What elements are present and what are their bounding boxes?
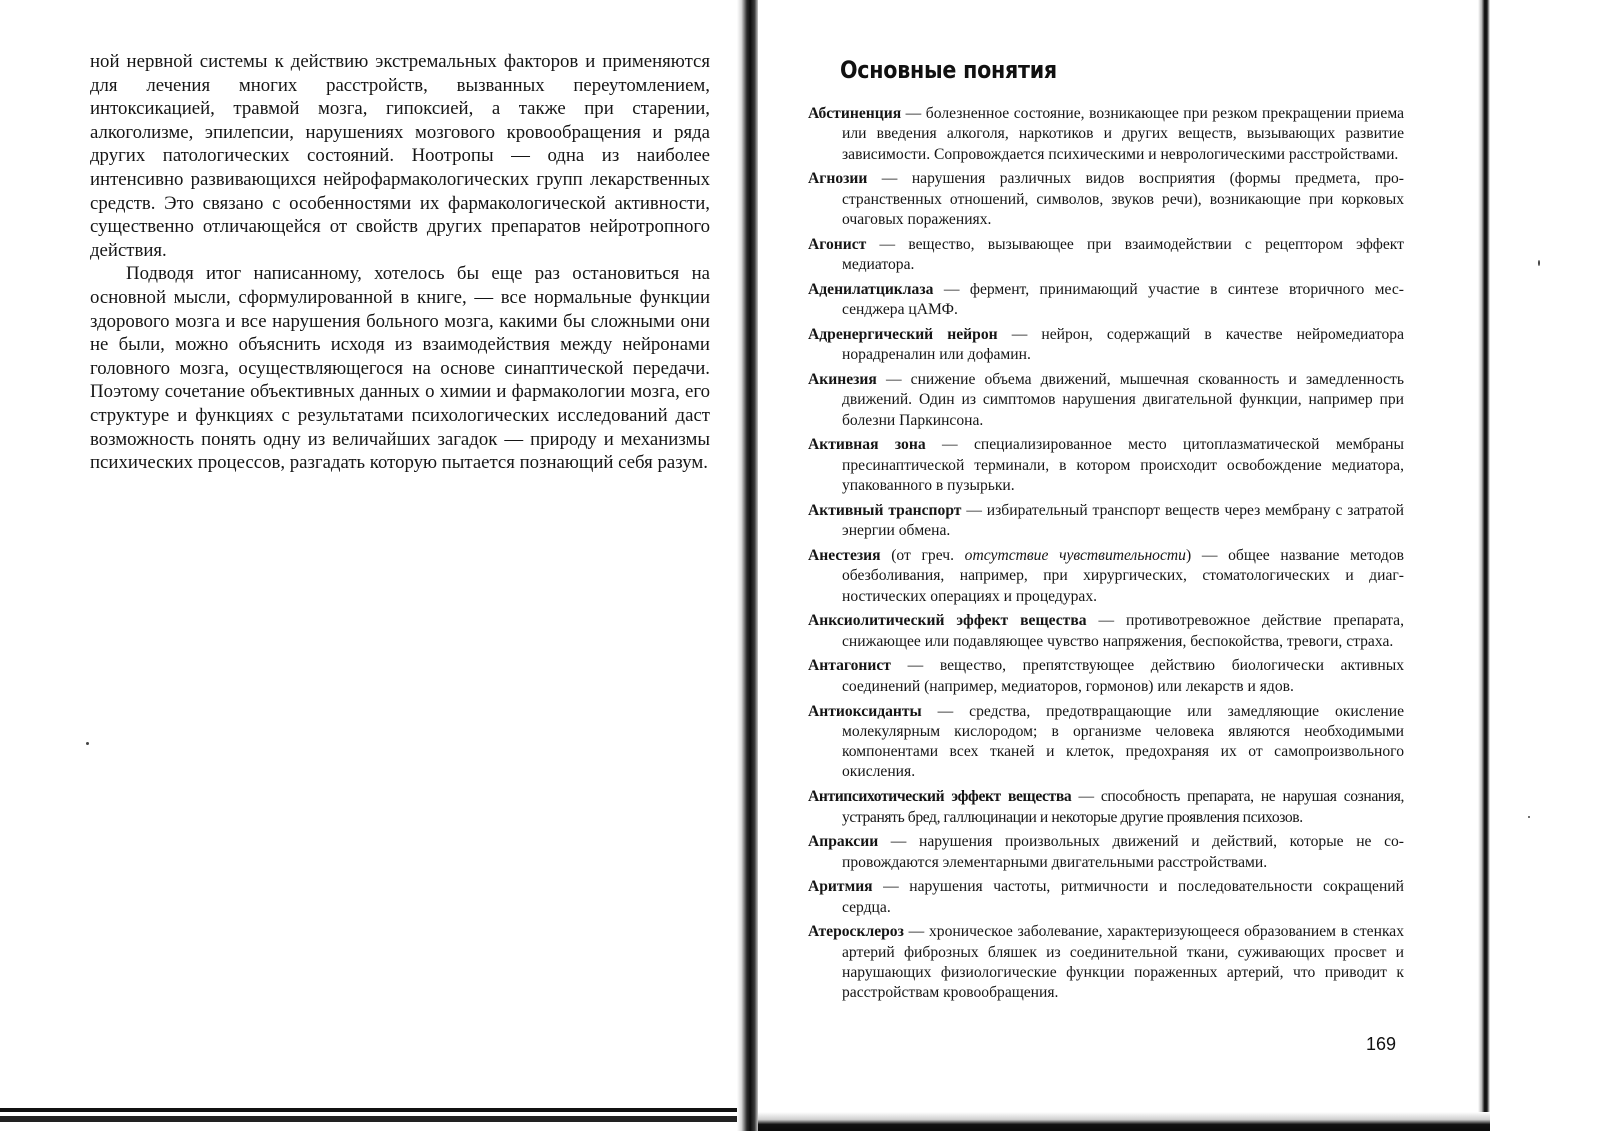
glossary-definition: — нарушения частоты, ритмичности и последовательности сокращений сердца. [842, 878, 1404, 916]
glossary-definition: — хроническое заболевание, характеризующееся образованием в стенках артерий фиброзных бляшек из соединительной ткани, суживающих просвет и нарушающих физиологические функции пораженных артерий, что приводит к расстройствам кровообращения. [842, 923, 1404, 1002]
glossary-definition: — избирательный транспорт веществ через мембрану с затратой энергии обмена. [842, 501, 1404, 540]
page-edge-shadow [1478, 0, 1490, 1131]
glossary-definition: — средства, предотвращающие или замедляющие окисление молекулярным кислородом; в организме человека являются необходимыми компонентами всех тканей и клеток, предохраняя их от самопроизвольного окисления. [842, 702, 1404, 781]
glossary-definition: — нарушения произвольных движений и действий, которые не сопровождаются элементарными двигательными расстройствами. [842, 833, 1404, 871]
glossary-entry [808, 611, 1404, 652]
glossary-definition: — нарушения различных видов восприятия (формы предмета, пространственных отношений, символов, звуков речи), возникающие при корковых очаговых поражениях. [842, 170, 1404, 228]
glossary-entry [808, 325, 1404, 366]
glossary-definition: — противотревожное действие препарата, снижающее или подавляющее чувство напряжения, беспокойства, тревоги, страха. [842, 612, 1404, 650]
body-paragraph: ной нервной системы к действию экстремальных факторов и применяются для лечения многих расстройств, вызванных переутомлением, интоксикацией, травмой мозга, гипоксией, а также при старении, алкоголизме, эпилепсии, нарушениях мозгового кровообращения и ряда других патологических состояний. Ноотропы — одна из наиболее интенсивно развивающихся нейрофармакологических групп лекарственных средств. Это связано с особенностями их фармакологической активности, существенно отличающейся от свойств других препаратов нейротропного действия. [90, 51, 710, 261]
glossary-entry [808, 501, 1404, 542]
page-number: 169 [1366, 1034, 1397, 1054]
glossary-definition: — нейрон, содержащий в качестве нейромедиатора норадреналин или дофамин. [842, 325, 1404, 364]
scan-speck [86, 742, 89, 745]
glossary-term: Активный транспорт [808, 501, 962, 519]
scan-speck [1538, 260, 1540, 266]
glossary-italic-gloss: отсутствие чувствительности [964, 546, 1186, 564]
glossary-entry [808, 832, 1404, 873]
left-page [0, 0, 745, 1115]
glossary-entry [808, 922, 1404, 1003]
glossary-definition: — фермент, принимающий участие в синтезе вторичного мессенджера цАМФ. [842, 280, 1404, 319]
glossary-term: Анестезия [808, 546, 881, 564]
glossary-entry [808, 877, 1404, 918]
glossary-term: Аритмия [808, 878, 873, 896]
glossary-term: Акинезия [808, 371, 877, 389]
glossary-term: Агнозии [808, 170, 868, 188]
glossary-entry [808, 280, 1404, 321]
section-title: Основные понятия [840, 56, 1057, 84]
book-gutter [737, 0, 759, 1131]
scan-speck [1528, 816, 1530, 818]
glossary-term: Аденилатциклаза [808, 280, 934, 298]
glossary-list [808, 104, 1404, 1008]
glossary-term: Адренергический нейрон [808, 325, 998, 343]
glossary-entry [808, 169, 1404, 230]
glossary-term: Анксиолитический эффект вещества [808, 612, 1087, 630]
glossary-term: Антиоксиданты [808, 702, 922, 720]
glossary-term: Активная зона [808, 436, 926, 454]
glossary-term: Атеросклероз [808, 923, 904, 941]
glossary-definition-prefix: (от греч. [880, 546, 965, 564]
page-edge-shadow [758, 1112, 1490, 1131]
glossary-definition: — вещество, препятствующее действию биологически активных соединений (например, медиаторов, гормонов) или лекарств и ядов. [842, 657, 1404, 695]
glossary-entry [808, 546, 1404, 607]
glossary-entry [808, 370, 1404, 431]
glossary-definition: — способность препарата, не нарушая сознания, устранять бред, галлюцинации и некоторые другие проявления психозов. [842, 788, 1405, 826]
glossary-definition: — болезненное состояние, возникающее при резком прекращении приема или введения алкоголя, наркотиков и других веществ, вызывающих развитие зависимости. Сопровождается психическими и неврологическими расстройствами. [842, 105, 1404, 163]
glossary-entry [808, 435, 1404, 496]
glossary-definition: ) — общее название методов обезболивания, например, при хирургических, стоматологических и диагностических операциях и процедурах. [842, 546, 1404, 605]
glossary-entry [808, 235, 1404, 276]
glossary-entry [808, 104, 1404, 165]
glossary-entry [808, 787, 1404, 828]
glossary-term: Агонист [808, 235, 867, 253]
glossary-definition: — специализированное место цитоплазматической мембраны пресинаптической терминали, в котором происходит освобождение медиатора, упакованного в пузырьки. [842, 436, 1404, 495]
glossary-term: Антипсихотический эффект вещества [808, 788, 1072, 806]
glossary-term: Антагонист [808, 657, 891, 675]
glossary-entry [808, 702, 1404, 783]
left-page-body [90, 50, 710, 475]
glossary-definition: — снижение объема движений, мышечная скованность и замедленность движений. Один из симптомов нарушения двигательной функции, например при болезни Паркинсона. [842, 371, 1404, 429]
glossary-entry [808, 656, 1404, 697]
glossary-definition: — вещество, вызывающее при взаимодействии с рецептором эффект медиатора. [842, 235, 1404, 274]
page-edge-shadow [0, 1116, 745, 1122]
page-edge-shadow [0, 1108, 745, 1112]
body-paragraph: Подводя итог написанному, хотелось бы еще раз остановиться на основной мысли, сформулированной в книге, — все нормальные функции здорового мозга и все нарушения больного мозга, какими бы сложными они не были, можно объяснить исходя из взаимодействия между нейронами головного мозга, осуществляющегося на основе синаптической передачи. Поэтому сочетание объективных данных о химии и фармакологии мозга, его структуре и функциях с результатами психологических исследований даст возможность понять одну из величайших загадок — природу и механизмы психических процессов, разгадать которую пытается познающий себя разум. [90, 263, 710, 474]
glossary-term: Апраксии [808, 833, 879, 851]
glossary-term: Абстиненция [808, 105, 902, 122]
